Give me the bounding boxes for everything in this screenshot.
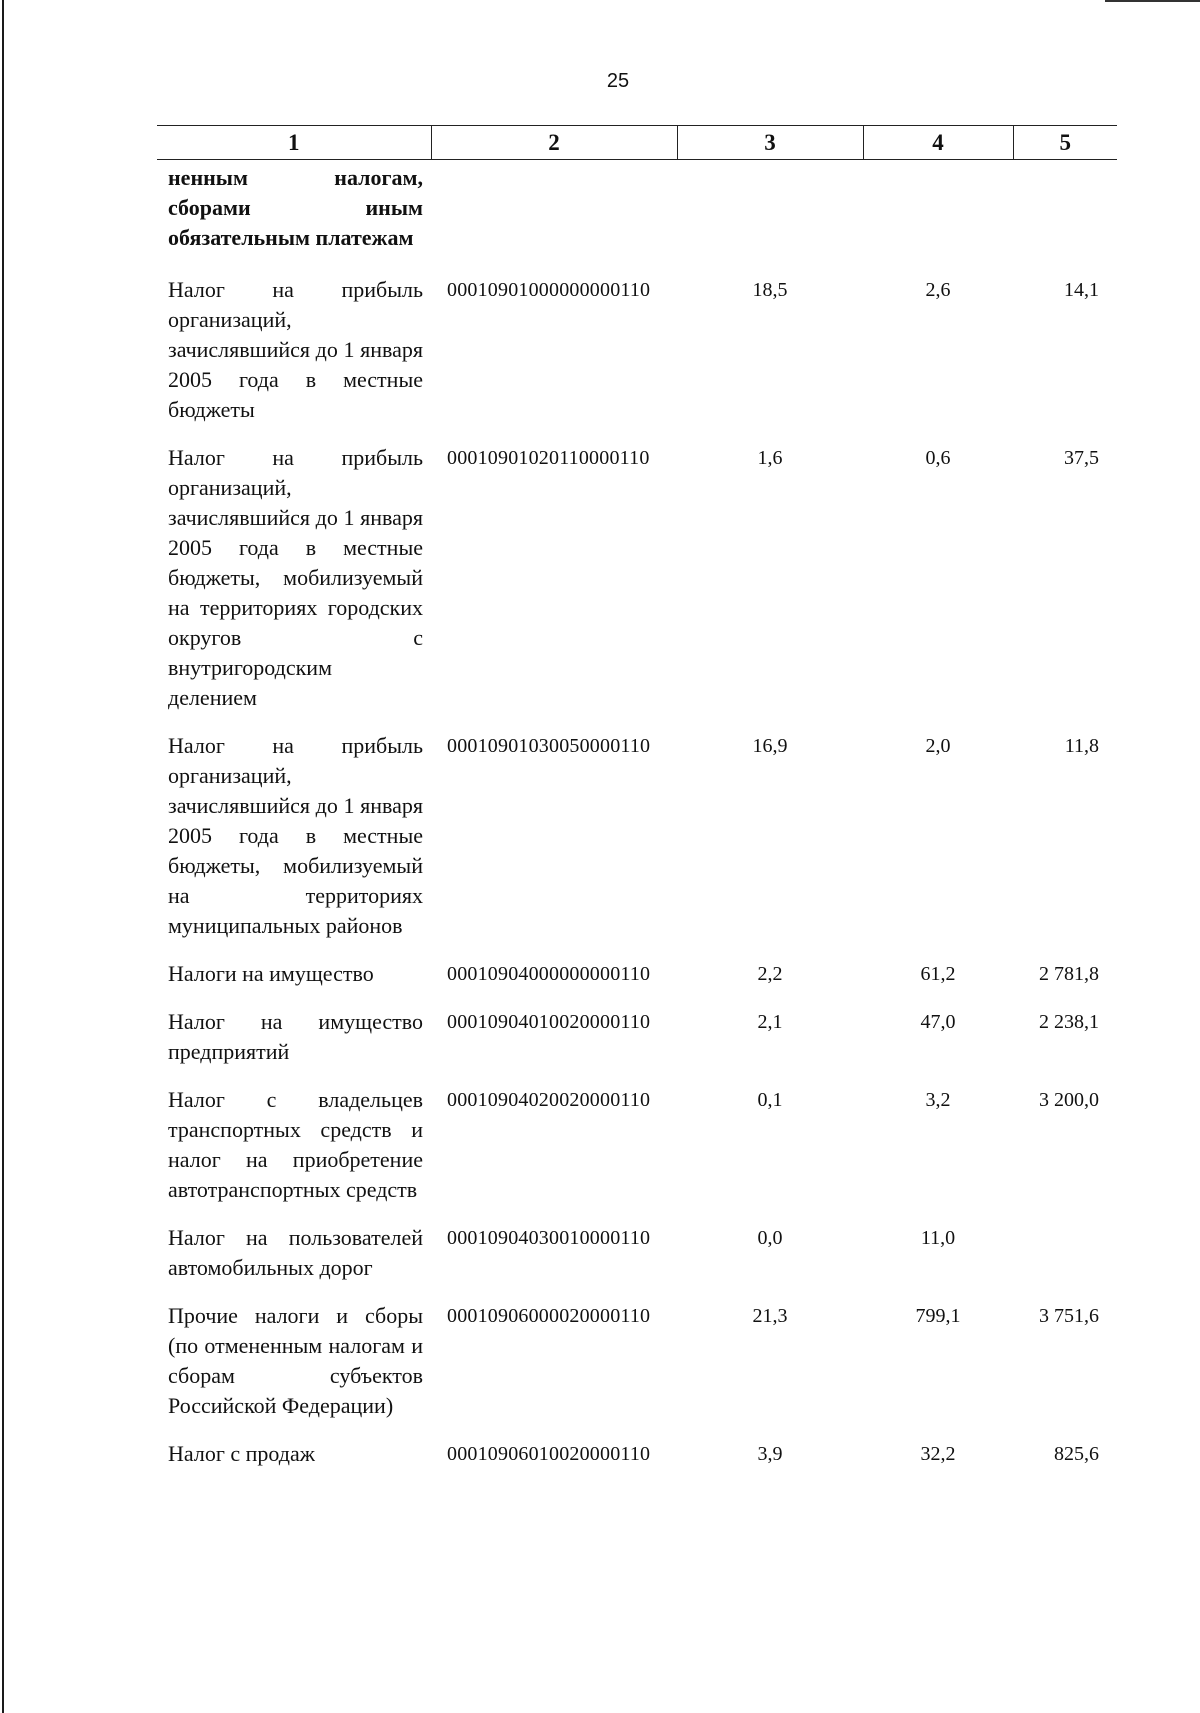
row-value-5 — [1013, 1223, 1117, 1301]
table-row — [157, 443, 1117, 731]
row-name: Налог на пользователей автомобильных дорог — [168, 1225, 423, 1280]
row-value-5: 825,6 — [1054, 1443, 1099, 1465]
row-value-5: 2 238,1 — [1039, 1011, 1099, 1033]
column-header-5: 5 — [1013, 126, 1117, 160]
table-row — [157, 1085, 1117, 1223]
row-code: 00010901020110000110 — [447, 447, 650, 469]
row-name: Прочие налоги и сборы (по отмененным налогам и сборам субъектов Российской Федерации) — [168, 1303, 423, 1418]
row-value-4: 0,6 — [925, 447, 951, 469]
row-value-3: 2,1 — [757, 1011, 783, 1033]
row-value-3: 1,6 — [757, 447, 783, 469]
scan-top-edge — [1105, 0, 1200, 2]
table-row — [157, 731, 1117, 959]
row-value-3: 2,2 — [757, 963, 783, 985]
scan-left-edge — [2, 0, 4, 1713]
row-name: Налог на прибыль организаций, зачислявшийся до 1 января 2005 года в местные бюджеты — [168, 277, 423, 422]
row-value-3: 16,9 — [752, 735, 788, 757]
budget-table — [157, 125, 1117, 1487]
column-header-1: 1 — [157, 126, 431, 160]
row-name: Налог на прибыль организаций, зачислявшийся до 1 января 2005 года в местные бюджеты, мобилизуемый на территориях городских округов с внутригородским делением — [168, 445, 423, 710]
row-value-5: 3 200,0 — [1039, 1089, 1099, 1111]
column-header-2: 2 — [431, 126, 677, 160]
page-number: 25 — [606, 70, 630, 92]
row-code: 00010901000000000110 — [447, 279, 651, 301]
row-value-4: 2,6 — [925, 279, 951, 301]
row-name: Налог с владельцев транспортных средств и налог на приобретение автотранспортных средств — [168, 1087, 423, 1202]
row-code: 00010906010020000110 — [447, 1443, 651, 1465]
continuation-text: ненным налогам, сборами иным обязательным платежам — [168, 165, 423, 250]
row-value-4: 799,1 — [915, 1305, 961, 1327]
row-name: Налог на имущество предприятий — [168, 1009, 423, 1064]
table-row — [157, 1301, 1117, 1439]
row-code: 00010901030050000110 — [447, 735, 651, 757]
row-value-4: 32,2 — [920, 1443, 956, 1465]
row-name: Налог на прибыль организаций, зачислявшийся до 1 января 2005 года в местные бюджеты, мобилизуемый на территориях муниципальных районов — [168, 733, 423, 938]
header-row — [157, 126, 1117, 160]
row-code: 00010906000020000110 — [447, 1305, 651, 1327]
row-name: Налог с продаж — [168, 1441, 315, 1466]
row-value-5: 11,8 — [1064, 735, 1099, 757]
row-code: 00010904030010000110 — [447, 1227, 651, 1249]
row-value-3: 0,0 — [757, 1227, 783, 1249]
continuation-row — [157, 160, 1117, 276]
row-value-5: 14,1 — [1064, 279, 1099, 301]
row-value-3: 21,3 — [752, 1305, 788, 1327]
table-row — [157, 1223, 1117, 1301]
row-value-5: 37,5 — [1064, 447, 1099, 469]
row-code: 00010904000000000110 — [447, 963, 651, 985]
table-row — [157, 275, 1117, 443]
row-value-4: 2,0 — [925, 735, 951, 757]
row-name: Налоги на имущество — [168, 961, 374, 986]
row-code: 00010904010020000110 — [447, 1011, 651, 1033]
row-value-4: 11,0 — [920, 1227, 956, 1249]
row-value-4: 47,0 — [920, 1011, 956, 1033]
row-value-5: 3 751,6 — [1039, 1305, 1099, 1327]
table-row — [157, 1439, 1117, 1487]
row-value-4: 3,2 — [925, 1089, 951, 1111]
row-value-3: 0,1 — [757, 1089, 783, 1111]
column-header-4: 4 — [863, 126, 1013, 160]
row-code: 00010904020020000110 — [447, 1089, 651, 1111]
table-row — [157, 959, 1117, 1007]
row-value-3: 18,5 — [752, 279, 788, 301]
column-header-3: 3 — [677, 126, 863, 160]
table-row — [157, 1007, 1117, 1085]
row-value-3: 3,9 — [757, 1443, 783, 1465]
row-value-4: 61,2 — [920, 963, 956, 985]
row-value-5: 2 781,8 — [1039, 963, 1099, 985]
